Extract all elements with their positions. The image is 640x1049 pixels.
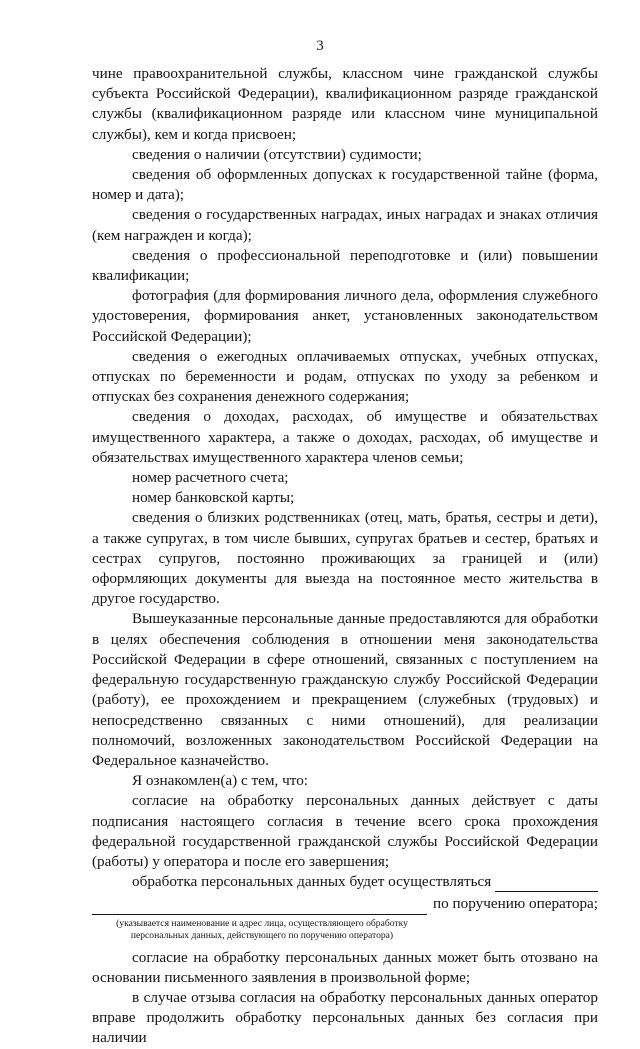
paragraph-retraining: сведения о профессиональной переподготовке и (или) повышении квалификации; xyxy=(92,246,598,285)
paragraph-revocation-consequence: в случае отзыва согласия на обработку персональных данных оператор вправе продолжить обработку персональных данных без согласия при наличии xyxy=(92,988,598,1047)
paragraph-income: сведения о доходах, расходах, об имуществе и обязательствах имущественного характера, а также о доходах, расходах, об имуществе и обязательствах имущественного характера членов семьи; xyxy=(92,408,598,466)
page-number: 3 xyxy=(316,38,324,54)
paragraph-revocation: согласие на обработку персональных данных может быть отозвано на основании письменного заявления в произвольной форме; xyxy=(92,948,598,986)
paragraph-acknowledged: Я ознакомлен(а) с тем, что: xyxy=(132,772,309,790)
processor-blank-field[interactable] xyxy=(495,876,598,892)
paragraph-photo: фотография (для формирования личного дела, оформления служебного удостоверения, формирования анкет, установленных законодательством Российской Федерации); xyxy=(92,287,598,345)
paragraph-state-secret-access: сведения об оформленных допусках к государственной тайне (форма, номер и дата); xyxy=(92,166,598,204)
field-hint-note: (указывается наименование и адрес лица, осуществляющего обработку персональных данных, действующего по поручению оператора) xyxy=(116,917,408,941)
processor-blank-field-2[interactable] xyxy=(92,899,427,915)
paragraph-awards: сведения о государственных наградах, иных наградах и знаках отличия (кем награжден и когда); xyxy=(92,206,598,244)
processing-text: обработка персональных данных будет осуществляться xyxy=(132,873,492,891)
paragraph-vacations: сведения о ежегодных оплачиваемых отпусках, учебных отпусках, отпусках по беременности и родам, отпусках по уходу за ребенком и отпусках без сохранения денежного содержания; xyxy=(92,347,598,406)
paragraph-criminal-record: сведения о наличии (отсутствии) судимости; xyxy=(132,145,422,163)
paragraph-relatives: сведения о близких родственниках (отец, мать, братья, сестры и дети), а также супругах, в том числе бывших, супругах братьев и сестер, братьях и сестрах супругов, постоянно проживающих за границей и (или) оформляющих документы для выезда на постоянное место жительства в другое государство. xyxy=(92,509,598,608)
paragraph-bank-card: номер банковской карты; xyxy=(132,489,295,507)
paragraph-rank-continuation: чине правоохранительной службы, классном чине гражданской службы субъекта Российской Федерации), квалификационном разряде гражданской службы (квалификационном разряде или классном чине муниципальной службы), кем и когда присвоен; xyxy=(92,65,598,143)
processing-text-end: по поручению оператора; xyxy=(433,895,598,913)
processing-line-2 xyxy=(92,894,598,914)
paragraph-bank-account: номер расчетного счета; xyxy=(132,469,289,487)
processing-line xyxy=(92,872,598,892)
document-body xyxy=(92,64,598,1049)
paragraph-consent-duration: согласие на обработку персональных данных действует с даты подписания настоящего согласия в течение всего срока прохождения федеральной государственной гражданской службы Российской Федерации (работы) у оператора и после его завершения; xyxy=(92,792,598,870)
paragraph-purpose: Вышеуказанные персональные данные предоставляются для обработки в целях обеспечения соблюдения в отношении меня законодательства Российской Федерации в сфере отношений, связанных с поступлением на федеральную государственную гражданскую службу Российской Федерации (работу), ее прохождением и прекращением (служебных (трудовых) и непосредственно связанных с ними отношений), для реализации полномочий, возложенных законодательством Российской Федерации на Федеральное казначейство. xyxy=(92,610,598,769)
